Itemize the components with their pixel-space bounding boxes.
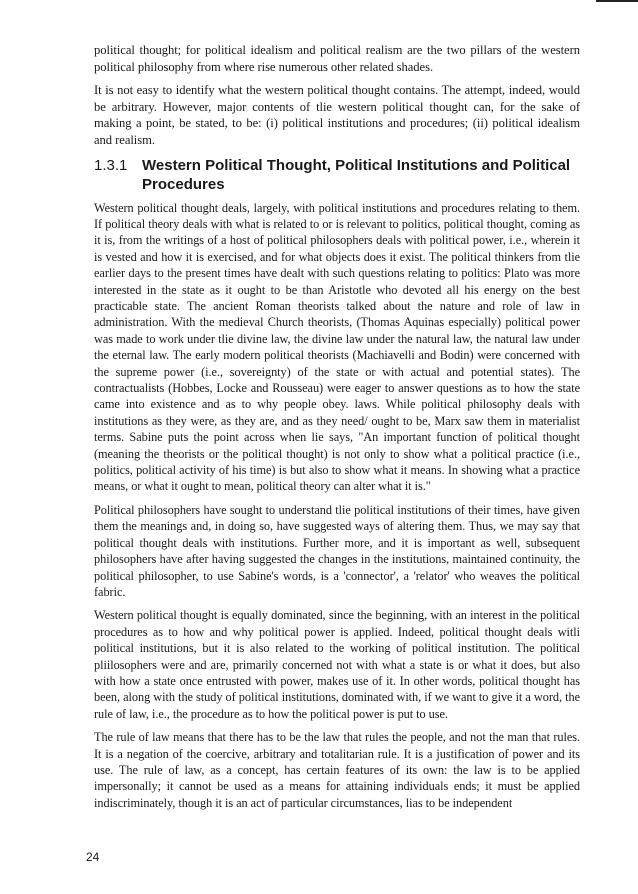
top-edge-rule: [596, 0, 638, 2]
paragraph-political-procedures: Western political thought is equally dominated, since the beginning, with an interest in the political procedures as to how and why political power is applied. Indeed, political thought deals witli political institutions, but it is also related to the working of political institution. The political pliilosophers were and are, primarily concerned not with what a state is or what it does, but also with how a state once entrusted with power, makes use of it. In other words, political thought has been, along with the study of political institutions, dominated with, if we want to give it a word, the rule of law, i.e., the procedure as to how the political power is put to use.: [94, 608, 580, 721]
paragraph-institutions-procedures: Western political thought deals, largely, with political institutions and procedures relating to them. If political theory deals with what is related to or is relevant to politics, political thought, coming as it is, from the writings of a host of political philosophers deals with political power, i.e., wherein it is vested and how it is exercised, and for what objects does it exist. The political thinkers from tlie earlier days to the present times have dealt with such questions relating to politics: Plato was more interested in the state as it ought to be than Aristotle who devoted all his energy on the best practicable state. The ancient Roman theorists talked about the nature and role of law in administration. With the medieval Church theorists, (Thomas Aquinas especially) political power was made to work under tlie divine law, the divine law under the natural law, the natural law under the eternal law. The early modern political theorists (Machiavelli and Bodin) were concerned with the supreme power (i.e., sovereignty) of the state or with actual and potential states). The contractualists (Hobbes, Locke and Rousseau) were eager to answer questions as to how the state came into existence and as to why people obey. laws. While political philosophy deals with institutions as they were, as they are, and as they need/ ought to be, Marx saw them in materialist terms. Sabine puts the point across when lie says, "An important function of political thought (meaning the theorists or the political thought) is not only to show what a political practice (i.e., politics, political activity of his time) is but also to show what it means. In showing what a practice means, or what it ought to mean, political theory can alter what it is.": [94, 200, 580, 494]
paragraph-contents-overview: It is not easy to identify what the western political thought contains. The attempt, indeed, would be arbitrary. However, major contents of tlie western political thought can, for the sake of making a point, be stated, to be: (i) political institutions and procedures; (ii) political idealism and realism.: [94, 83, 580, 147]
section-heading: [94, 156, 580, 194]
paragraph-rule-of-law: The rule of law means that there has to be the law that rules the people, and not the man that rules. It is a negation of the coercive, arbitrary and totalitarian rule. It is a justification of power and its use. The rule of law, as a concept, has certain features of its own: the law is to be applied impersonally; it cannot be used as a means for attaining individuals ends; it must be applied indiscriminately, though it is an act of particular circumstances, lias to be independent: [94, 730, 580, 810]
section-title: Western Political Thought, Political Institutions and Political Procedures: [142, 156, 571, 193]
document-page: [94, 42, 580, 818]
page-number: 24: [86, 850, 100, 864]
paragraph-intro-continuation: political thought; for political idealism and political realism are the two pillars of the western political philosophy from where rise numerous other related shades.: [94, 43, 580, 74]
paragraph-philosophers-institutions: Political philosophers have sought to understand tlie political institutions of their times, have given them the meanings and, in doing so, have suggested ways of altering them. Thus, we may say that political thought deals with institutions. Further more, and it is important as well, subsequent philosophers have after having suggested the changes in the institutions, maintained continuity, the political philosopher, to use Sabine's words, is a 'connector', a 'relator' who weaves the political fabric.: [94, 502, 580, 599]
section-number: 1.3.1: [94, 156, 128, 174]
